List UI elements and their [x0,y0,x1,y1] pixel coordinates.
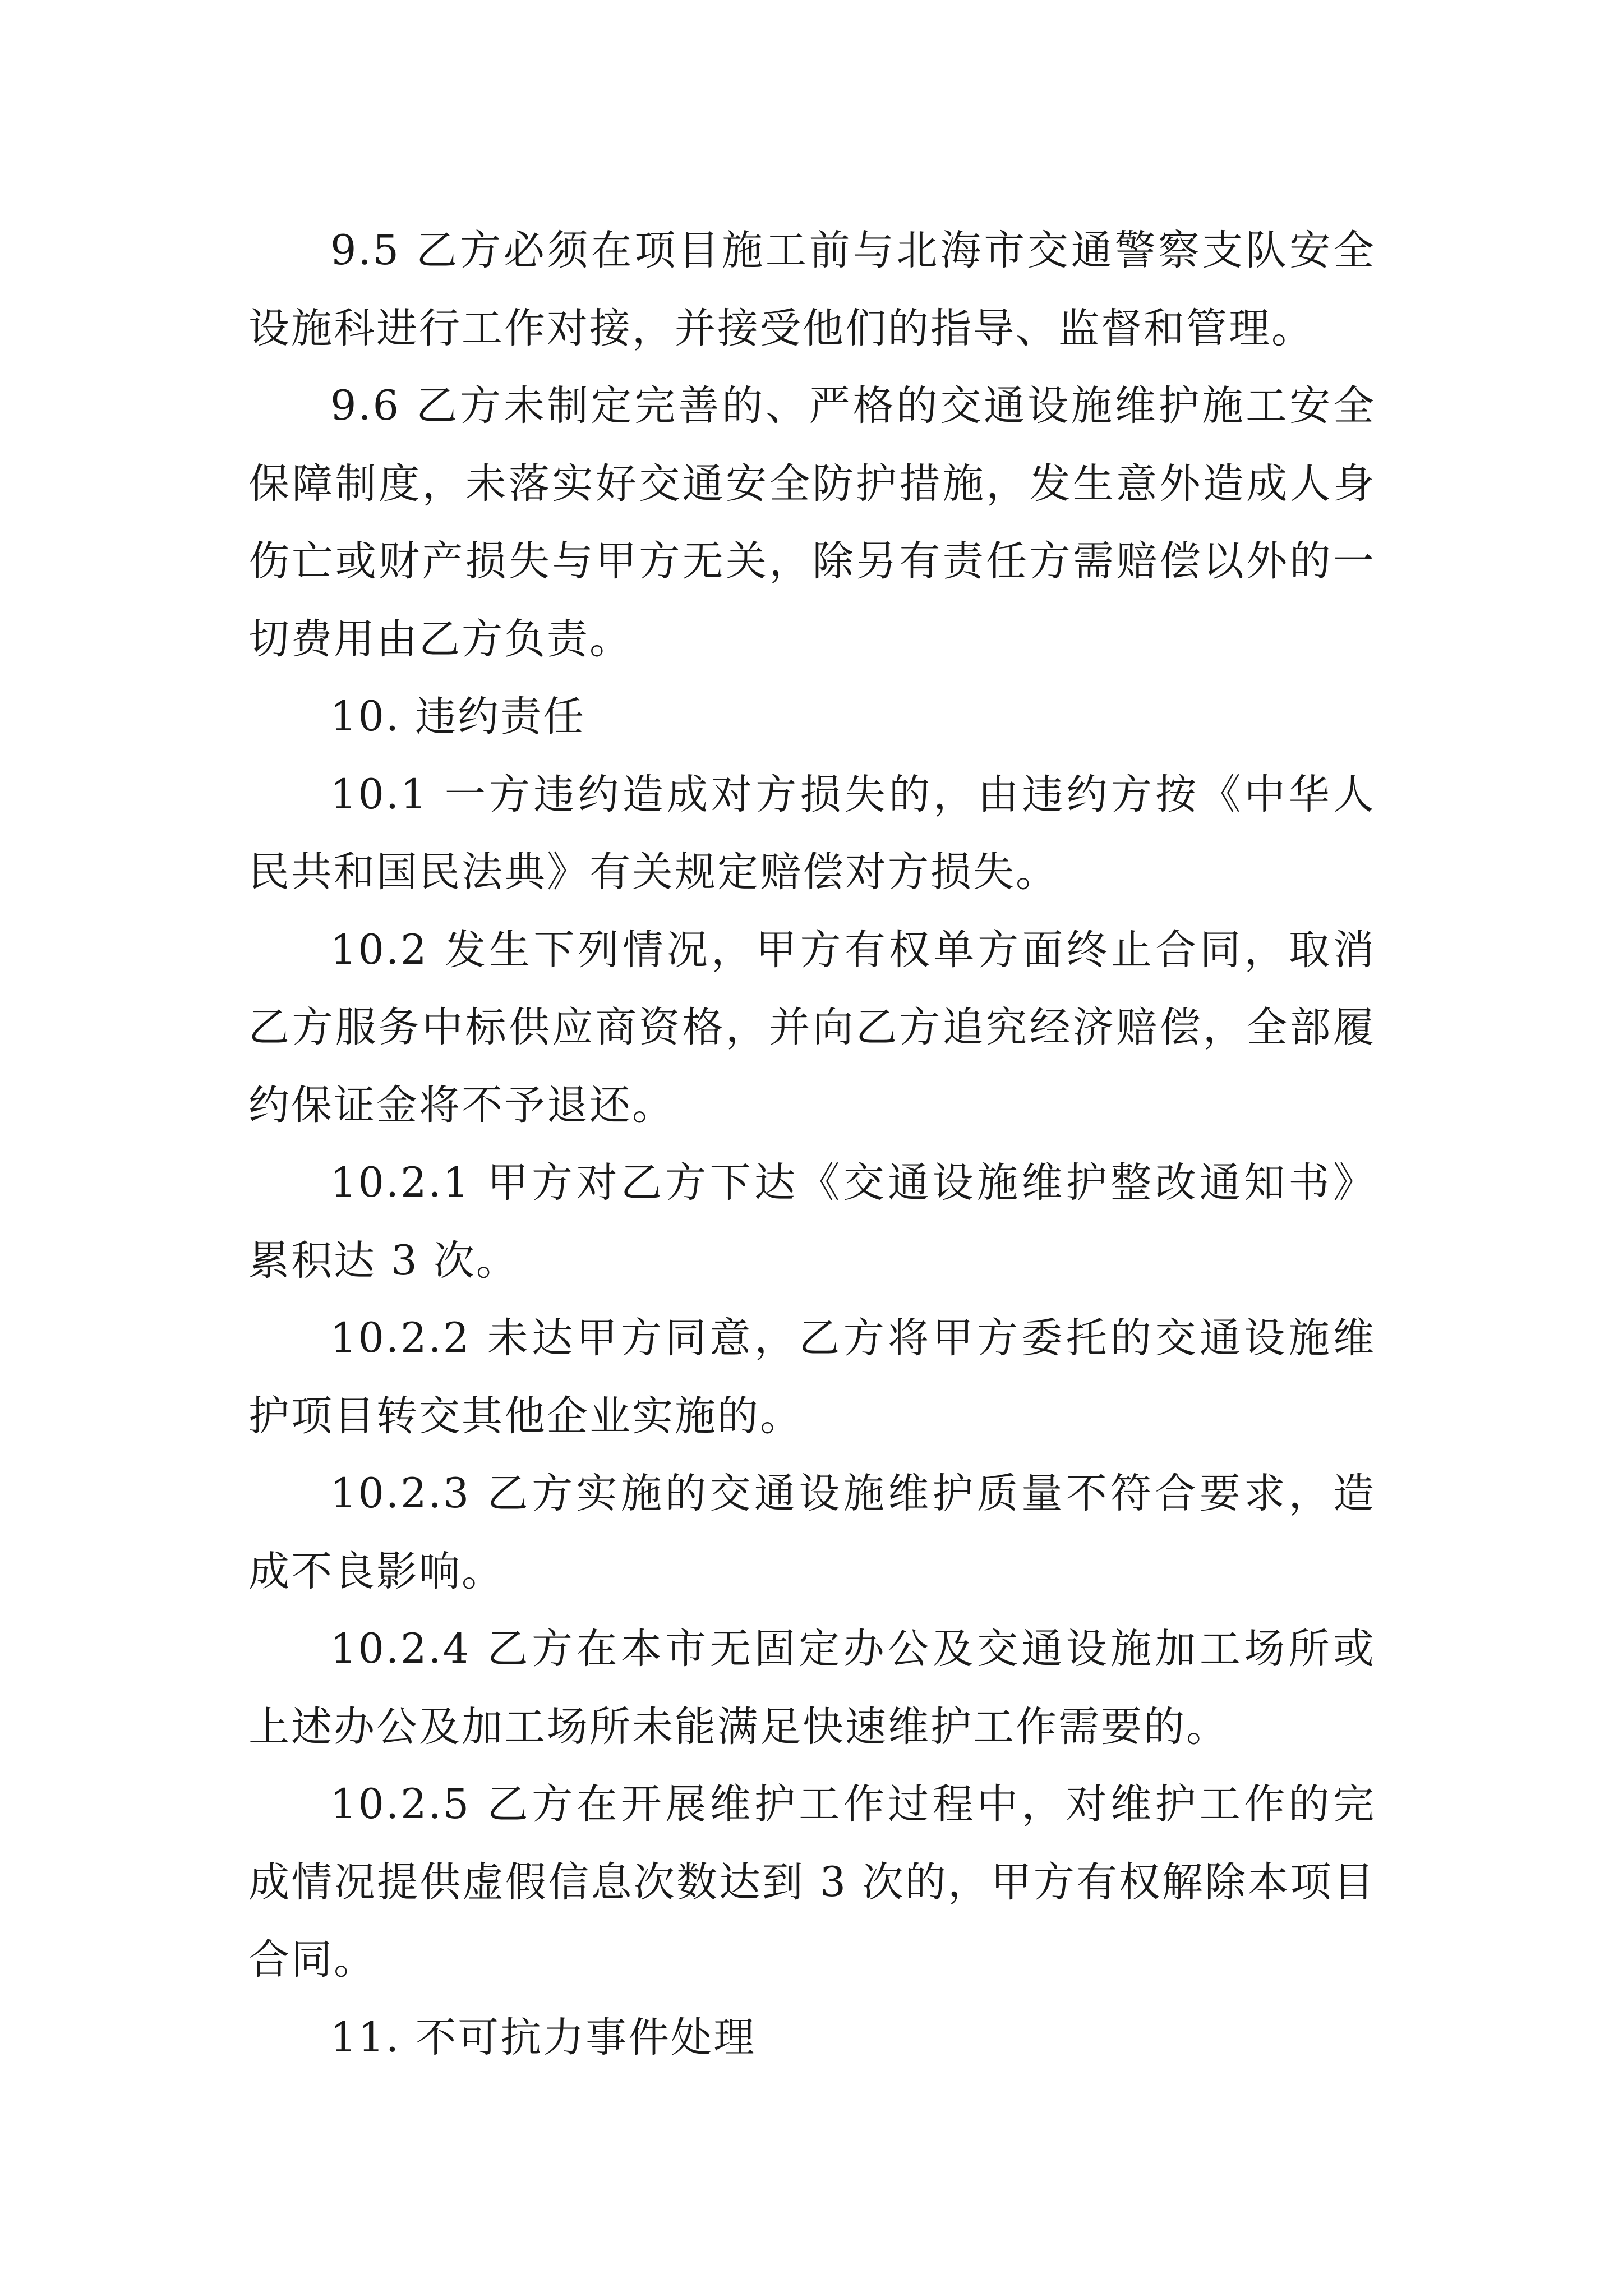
clause-10-1: 10.1 一方违约造成对方损失的，由违约方按《中华人民共和国民法典》有关规定赔偿对方损失。 [248,770,1376,896]
section-heading-10: 10. 违约责任 [330,693,586,740]
clause-10-2-2: 10.2.2 未达甲方同意，乙方将甲方委托的交通设施维护项目转交其他企业实施的。 [248,1314,1376,1440]
clause-10-2-1: 10.2.1 甲方对乙方下达《交通设施维护整改通知书》累积达 3 次。 [248,1159,1376,1285]
clause-10-2: 10.2 发生下列情况，甲方有权单方面终止合同，取消乙方服务中标供应商资格，并向乙方追究经济赔偿，全部履约保证金将不予退还。 [248,926,1376,1129]
clause-10-2-5: 10.2.5 乙方在开展维护工作过程中，对维护工作的完成情况提供虚假信息次数达到 3 次的，甲方有权解除本项目合同。 [248,1780,1376,1984]
document-body [248,212,1376,2077]
section-heading-11: 11. 不可抗力事件处理 [330,2013,757,2062]
clause-9-5: 9.5 乙方必须在项目施工前与北海市交通警察支队安全设施科进行工作对接，并接受他们的指导、监督和管理。 [248,227,1376,352]
clause-10-2-3: 10.2.3 乙方实施的交通设施维护质量不符合要求，造成不良影响。 [248,1470,1376,1595]
clause-10-2-4: 10.2.4 乙方在本市无固定办公及交通设施加工场所或上述办公及加工场所未能满足快速维护工作需要的。 [248,1625,1376,1751]
clause-9-6: 9.6 乙方未制定完善的、严格的交通设施维护施工安全保障制度，未落实好交通安全防护措施，发生意外造成人身伤亡或财产损失与甲方无关，除另有责任方需赔偿以外的一切费用由乙方负责。 [248,382,1376,663]
